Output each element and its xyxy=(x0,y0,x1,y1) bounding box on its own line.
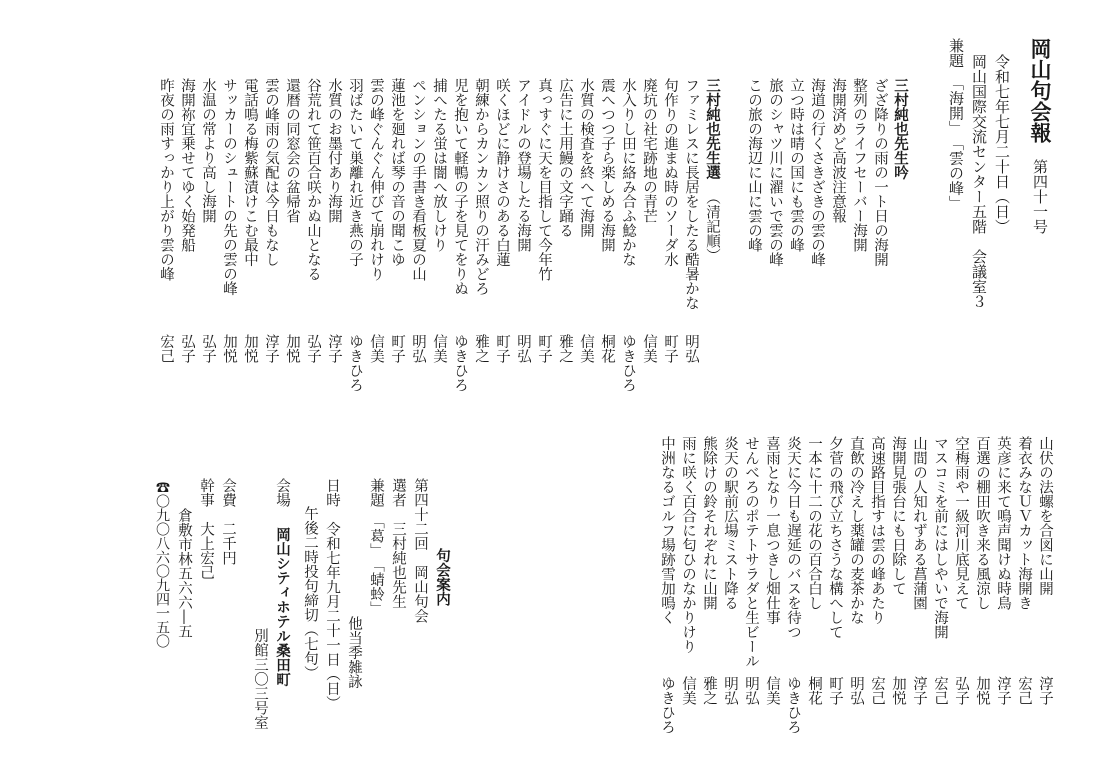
poem-author: 雅之 xyxy=(473,334,489,363)
poem-text: 直飲の冷えし薬罐の麦茶かな xyxy=(848,436,864,625)
poem-author: 信美 xyxy=(641,334,657,363)
poem-author: 淳子 xyxy=(995,676,1011,705)
poem-author: 雅之 xyxy=(701,676,717,705)
poem-text: 谷荒れて笹百合咲かぬ山となる xyxy=(305,78,321,281)
teacher-poem: ざざ降りの雨の一ト日の海開 xyxy=(872,78,888,267)
poem-author: 弘子 xyxy=(953,676,969,705)
poem-author: 信美 xyxy=(764,676,780,705)
poem-text: 捕へたる蛍は闇へ放しけり xyxy=(431,78,447,252)
notice-venue: 会場岡山シティホテル桑田町 xyxy=(274,478,291,687)
poem-author: 宏己 xyxy=(1016,676,1032,705)
poem-author: 加悦 xyxy=(890,676,906,705)
poem-author: 信美 xyxy=(680,676,696,705)
section-title-teacher-poems: 三村純也先生吟 xyxy=(892,78,909,180)
poem-author: 町子 xyxy=(494,334,510,363)
notice-organizer: 幹事 大上宏己 xyxy=(198,478,214,580)
meeting-venue: 岡山国際交流センター五階 会議室３ xyxy=(970,54,988,309)
issue-number: 第四十一号 xyxy=(1031,159,1049,234)
poem-author: 加悦 xyxy=(221,334,237,363)
poem-author: 淳子 xyxy=(326,334,342,363)
poem-text: 中洲なるゴルフ場跡雪加鳴く xyxy=(659,436,675,625)
teacher-poem: 旅のシャツ川に濯いで雲の峰 xyxy=(767,78,783,267)
notice-session: 第四十二回 岡山句会 xyxy=(412,478,428,623)
poem-author: 町子 xyxy=(536,334,552,363)
teacher-poem: 海道の行くさきざきの雲の峰 xyxy=(809,78,825,267)
poem-text: 雲の峰雨の気配は今日もなし xyxy=(263,78,279,267)
poem-author: 宏己 xyxy=(158,334,174,363)
poem-author: 明弘 xyxy=(722,676,738,705)
poem-author: 宏己 xyxy=(932,676,948,705)
poem-author: 雅之 xyxy=(557,334,573,363)
top-author-column xyxy=(155,334,701,392)
poem-text: アイドルの登場したる海開 xyxy=(515,78,531,252)
poem-author: ゆきひろ xyxy=(785,676,801,734)
poem-text: 児を抱いて軽鴨の子を見てをりぬ xyxy=(452,78,468,296)
teacher-poem: 立つ時は晴の国にも雲の峰 xyxy=(788,78,804,252)
poem-text: 海開祢宜乗せてゆく始発船 xyxy=(179,78,195,252)
poem-text: 空梅雨や一級河川底見えて xyxy=(953,436,969,610)
notice-themes-extra: 他当季雑詠 xyxy=(346,616,362,689)
poem-author: 明弘 xyxy=(515,334,531,363)
poem-text: 山間の人知れずある菖蒲園 xyxy=(911,436,927,610)
notice-datetime: 日時 令和七年九月二十一日（日） xyxy=(324,478,340,710)
poem-text: 羽ばたいて巣離れ近き燕の子 xyxy=(347,78,363,267)
poem-text: 水入りし田に絡み合ふ鯰かな xyxy=(620,78,636,267)
teacher-section xyxy=(155,78,911,310)
poem-text: 句作りの進まぬ時のソーダ水 xyxy=(662,78,678,267)
notice-deadline: 午後二時投句締切（七句） xyxy=(302,506,318,680)
section-title-selection: 三村純也先生選（清記順） xyxy=(704,78,721,262)
poem-text: 電話鳴る梅紫蘇漬けこむ最中 xyxy=(242,78,258,267)
poem-text: 蓮池を廻れば琴の音の聞こゆ xyxy=(389,78,405,267)
poem-author: 加悦 xyxy=(284,334,300,363)
poem-text: 朝練からカンカン照りの汗みどろ xyxy=(473,78,489,296)
poem-text: 雨に咲く百合に匂ひのなかりけり xyxy=(680,436,696,654)
poem-text: 水温の常より高し海開 xyxy=(200,78,216,223)
poem-text: 一本に十二の花の百合白し xyxy=(806,436,822,610)
poem-text: ペンションの手書き看板夏の山 xyxy=(410,78,426,281)
poem-author: ゆきひろ xyxy=(347,334,363,392)
poem-author: 町子 xyxy=(662,334,678,363)
poem-author: 明弘 xyxy=(848,676,864,705)
bottom-poem-list xyxy=(656,436,1055,668)
poem-author: 桐花 xyxy=(599,334,615,363)
meeting-date: 令和七年七月二十日（日） xyxy=(993,54,1011,234)
poem-text: 百選の棚田吹き来る風涼し xyxy=(974,436,990,610)
poem-author: 弘子 xyxy=(200,334,216,363)
poem-author: 淳子 xyxy=(263,334,279,363)
poem-text: サッカーのシュートの先の雲の峰 xyxy=(221,78,237,296)
poem-text: 震へつつ子ら楽しめる海開 xyxy=(599,78,615,252)
notice-title: 句会案内 xyxy=(434,548,451,606)
poem-text: 水質の検査を終へて海開 xyxy=(578,78,594,238)
poem-author: ゆきひろ xyxy=(452,334,468,392)
poem-text: マスコミを前にはしやいで海開 xyxy=(932,436,948,639)
poem-text: 喜雨となり一息つきし畑仕事 xyxy=(764,436,780,625)
poem-text: 咲くほどに静けさのある白蓮 xyxy=(494,78,510,267)
meeting-notice xyxy=(151,478,453,730)
poem-text: 雲の峰ぐんぐん伸びて崩れけり xyxy=(368,78,384,281)
poem-author: 明弘 xyxy=(683,334,699,363)
notice-selector: 選者 三村純也先生 xyxy=(390,478,406,609)
poem-author: 弘子 xyxy=(305,334,321,363)
poem-author: 信美 xyxy=(431,334,447,363)
poem-author: 信美 xyxy=(368,334,384,363)
notice-fee: 会費 二千円 xyxy=(220,478,236,565)
poem-text: 熊除けの鈴それぞれに山開 xyxy=(701,436,717,610)
poem-text: 夕菅の飛び立ちさうな構へして xyxy=(827,436,843,639)
poem-author: ゆきひろ xyxy=(659,676,675,734)
notice-address: 倉敷市林五六六―五 xyxy=(176,508,192,639)
poem-text: 広告に土用鰻の文字踊る xyxy=(557,78,573,238)
teacher-poem: 海開済めど高波注意報 xyxy=(830,78,846,223)
poem-author: 加悦 xyxy=(974,676,990,705)
poem-author: 淳子 xyxy=(911,676,927,705)
header xyxy=(944,38,1055,309)
poem-text: 炎天に今日も遅延のバスを待つ xyxy=(785,436,801,639)
poem-text: ファミレスに長居をしたる酷暑かな xyxy=(683,78,699,310)
notice-venue-sub: 別館三〇三号室 xyxy=(252,628,268,730)
notice-themes: 兼題 「葛」 「蜻蛉」 xyxy=(368,478,384,616)
poem-text: 海開見張台にも日除して xyxy=(890,436,906,596)
poem-author: 弘子 xyxy=(179,334,195,363)
bottom-author-column xyxy=(656,676,1055,734)
poem-author: 加悦 xyxy=(242,334,258,363)
notice-phone: ☎〇九〇八六〇九四一五〇 xyxy=(154,480,170,648)
poem-author: ゆきひろ xyxy=(620,334,636,392)
poem-text: 真っすぐに天を目指して今年竹 xyxy=(536,78,552,281)
teacher-poem: 整列のライフセーバー海開 xyxy=(851,78,867,252)
poem-text: 昨夜の雨すっかり上がり雲の峰 xyxy=(158,78,174,281)
poem-text: 還暦の同窓会の盆帰省 xyxy=(284,78,300,223)
poem-text: 山伏の法螺を合図に山開 xyxy=(1037,436,1053,596)
poem-text: 水質のお墨付あり海開 xyxy=(326,78,342,223)
poem-author: 明弘 xyxy=(410,334,426,363)
poem-author: 明弘 xyxy=(743,676,759,705)
poem-text: 着衣みなＵＶカット海開き xyxy=(1016,436,1032,610)
poem-text: せんべろのポテトサラダと生ビール xyxy=(743,436,759,668)
poem-author: 信美 xyxy=(578,334,594,363)
poem-text: 英彦に来て鳴声聞けぬ時鳥 xyxy=(995,436,1011,610)
poem-author: 宏己 xyxy=(869,676,885,705)
poem-text: 炎天の駅前広場ミスト降る xyxy=(722,436,738,610)
poem-author: 町子 xyxy=(827,676,843,705)
poem-text: 高速路目指すは雲の峰あたり xyxy=(869,436,885,625)
poem-author: 町子 xyxy=(389,334,405,363)
poem-author: 淳子 xyxy=(1037,676,1053,705)
teacher-poem: この旅の海辺に山に雲の峰 xyxy=(746,78,762,252)
poem-text: 廃坑の社宅跡地の青芒 xyxy=(641,78,657,223)
meeting-themes: 兼題 「海開」 「雲の峰」 xyxy=(947,38,965,211)
newsletter-title: 岡山句会報第四十一号 xyxy=(1025,38,1055,309)
poem-author: 桐花 xyxy=(806,676,822,705)
